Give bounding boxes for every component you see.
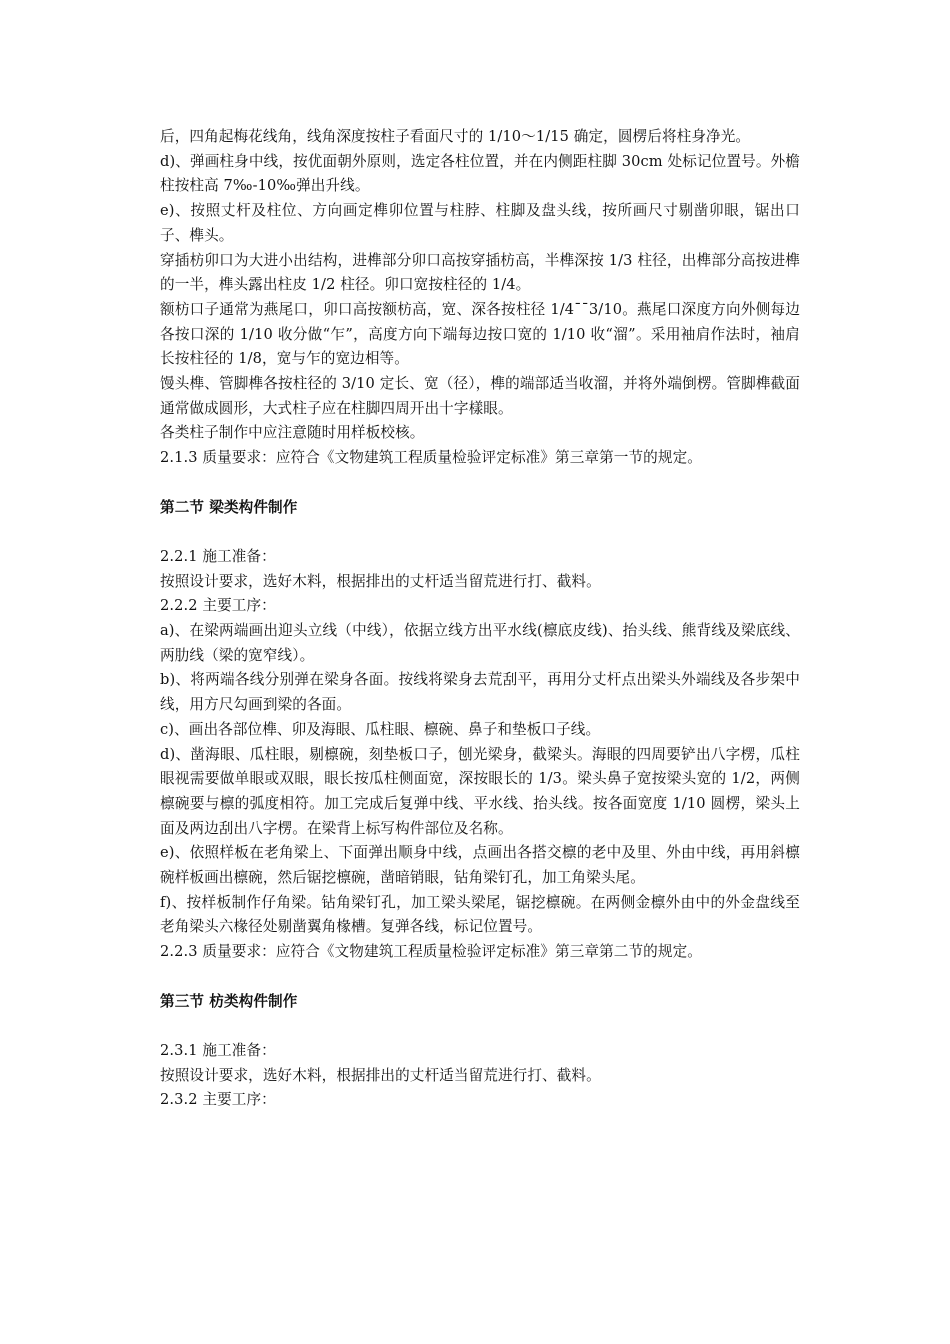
paragraph: 额枋口子通常为燕尾口，卯口高按额枋高，宽、深各按柱径 1/4¯¯3/10。燕尾口深度方向外侧每边各按口深的 1/10 收分做“乍”，高度方向下端每边按口宽的 1/10 收“溜”。采用袖肩作法时，袖肩长按柱径的 1/8，宽与乍的宽边相等。 (160, 300, 800, 368)
paragraph: 2.2.2 主要工序： (160, 597, 276, 615)
paragraph: 2.3.1 施工准备： (160, 1041, 276, 1059)
paragraph: 按照设计要求，选好木料，根据排出的丈杆适当留荒进行打、截料。 (160, 572, 601, 590)
paragraph: d)、凿海眼、瓜柱眼，剔檩碗，刻垫板口子，刨光梁身，截梁头。海眼的四周要铲出八字楞，瓜柱眼视需要做单眼或双眼，眼长按瓜柱侧面宽，深按眼长的 1/3。梁头鼻子宽按梁头宽的 1/2，两侧檩碗要与檩的弧度相符。加工完成后复弹中线、平水线、抬头线。按各面宽度 1/10 圆楞，梁头上面及两边刮出八字楞。在梁背上标写构件部位及名称。 (160, 745, 800, 837)
section-heading: 第二节 梁类构件制作 (160, 498, 298, 516)
paragraph: 按照设计要求，选好木料，根据排出的丈杆适当留荒进行打、截料。 (160, 1066, 601, 1084)
paragraph: 馒头榫、管脚榫各按柱径的 3/10 定长、宽（径），榫的端部适当收溜，并将外端倒楞。管脚榫截面通常做成圆形，大式柱子应在柱脚四周开出十字樣眼。 (160, 375, 800, 417)
spacer (160, 965, 800, 990)
paragraph: 2.3.2 主要工序： (160, 1091, 276, 1109)
paragraph: 各类柱子制作中应注意随时用样板校核。 (160, 424, 425, 442)
paragraph: f)、按样板制作仔角梁。钻角梁钉孔，加工梁头梁尾，锯挖檩碗。在两侧金檩外由中的外金盘线至老角梁头六椽径处剔凿翼角椽槽。复弹各线，标记位置号。 (160, 893, 800, 936)
paragraph: b)、将两端各线分别弹在梁身各面。按线将梁身去荒刮平，再用分丈杆点出梁头外端线及各步架中线，用方尺勾画到梁的各面。 (160, 671, 800, 714)
paragraph: e)、按照丈杆及柱位、方向画定榫卯位置与柱脖、柱脚及盘头线，按所画尺寸剔凿卯眼，锯出口子、榫头。 (160, 202, 800, 244)
paragraph: 穿插枋卯口为大进小出结构，进榫部分卯口高按穿插枋高，半榫深按 1/3 柱径，出榫部分高按进榫的一半，榫头露出柱皮 1/2 柱径。卯口宽按柱径的 1/4。 (160, 251, 800, 294)
spacer (160, 471, 800, 496)
section-heading: 第三节 枋类构件制作 (160, 992, 298, 1010)
paragraph: 2.1.3 质量要求：应符合《文物建筑工程质量检验评定标准》第三章第一节的规定。 (160, 449, 702, 467)
paragraph: c)、画出各部位榫、卯及海眼、瓜柱眼、檩碗、鼻子和垫板口子线。 (160, 720, 601, 738)
spacer (160, 1014, 800, 1039)
spacer (160, 520, 800, 545)
paragraph: a)、在梁两端画出迎头立线（中线），依据立线方出平水线(檩底皮线)、抬头线、熊背线及梁底线、两肋线（梁的宽窄线）。 (160, 622, 800, 664)
paragraph: d)、弹画柱身中线，按优面朝外原则，选定各柱位置，并在内侧距柱脚 30cm 处标记位置号。外檐柱按柱高 7‰-10‰弹出升线。 (160, 152, 800, 195)
paragraph: 2.2.1 施工准备： (160, 547, 276, 565)
document-body (160, 125, 800, 1113)
paragraph: 2.2.3 质量要求：应符合《文物建筑工程质量检验评定标准》第三章第二节的规定。 (160, 943, 702, 961)
paragraph: e)、依照样板在老角梁上、下面弹出顺身中线，点画出各搭交檩的老中及里、外由中线，再用斜檩碗样板画出檩碗，然后锯挖檩碗，凿暗销眼，钻角梁钉孔，加工角梁头尾。 (160, 844, 800, 887)
paragraph: 后，四角起梅花线角，线角深度按柱子看面尺寸的 1/10～1/15 确定，圆楞后将柱身净光。 (160, 128, 751, 145)
